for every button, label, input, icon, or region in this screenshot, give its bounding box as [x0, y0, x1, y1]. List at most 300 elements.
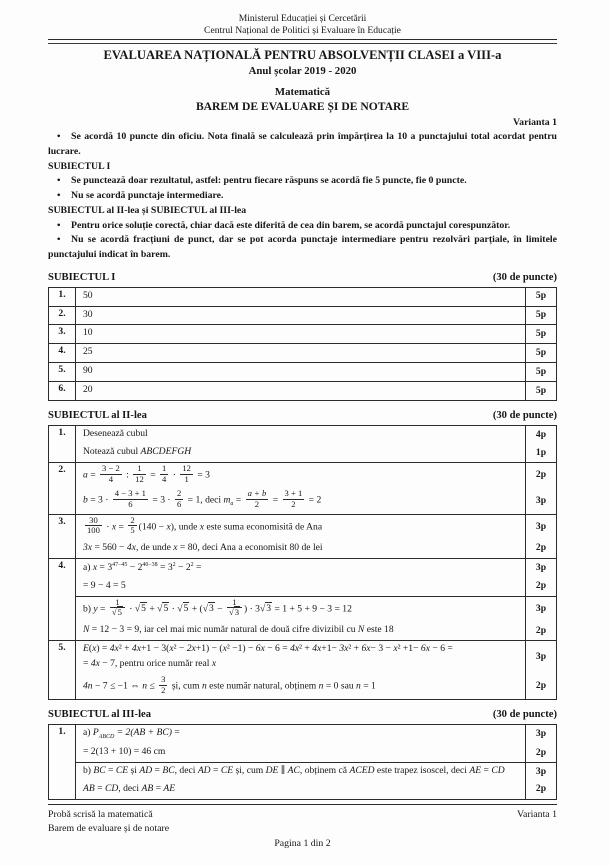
instruction-bullet: [48, 233, 557, 262]
answer-lines: [76, 325, 525, 343]
item-part: [76, 762, 556, 799]
item-parts: [76, 463, 556, 514]
instruction-bullet: [48, 219, 557, 234]
bullet-icon: •: [57, 219, 61, 231]
item-parts: [76, 325, 556, 343]
item-number: 2.: [49, 307, 76, 325]
points-cell: 2p: [525, 674, 556, 699]
fraction: [159, 675, 167, 695]
scoring-unit: [76, 344, 556, 362]
fraction-numerator: 2: [176, 488, 182, 499]
superscript: 2: [190, 561, 194, 568]
item-part: [76, 559, 556, 596]
instruction-bullet: [48, 189, 557, 204]
fraction-numerator: 3 − 2: [102, 463, 120, 474]
footer-exam-name: Probă scrisă la matematică: [48, 809, 153, 821]
answer-line: 3x = 560 − 4x, de unde x = 80, deci Ana a economisit 80 de lei: [83, 541, 323, 553]
answer-line: 90: [83, 365, 93, 377]
math-run: n: [142, 680, 148, 692]
math-run: x: [173, 541, 178, 553]
bullet-icon: •: [57, 175, 61, 187]
barem-table: [48, 425, 557, 700]
radical: [112, 606, 123, 617]
fraction-denominator: 12: [135, 473, 144, 484]
math-run: x: [92, 561, 98, 573]
answer-line: 50: [83, 289, 93, 301]
math-run: x: [222, 643, 227, 655]
fraction: [227, 598, 242, 618]
item-part: [76, 596, 556, 640]
item-parts: [76, 641, 556, 699]
math-run: 4x: [131, 643, 141, 655]
math-run: n: [318, 680, 324, 692]
scoring-unit: [76, 674, 556, 699]
item-number: 6.: [49, 382, 76, 400]
points-cell: 4p: [525, 426, 556, 444]
answer-lines: [76, 288, 525, 306]
bullet-icon: •: [57, 131, 61, 143]
bullet-icon: •: [57, 190, 61, 202]
points-cell: 3p: [525, 641, 556, 674]
points-cell: 5p: [525, 344, 556, 362]
footer-divider: [48, 804, 557, 805]
table-item: [49, 324, 556, 343]
fraction-numerator: 12: [182, 463, 191, 474]
radical-content: 3: [208, 603, 214, 615]
instruction-text: Nu se acordă punctaje intermediare.: [71, 190, 224, 202]
answer-lines: [76, 674, 525, 699]
fraction-numerator: 3 + 1: [284, 488, 303, 499]
table-item: [49, 558, 556, 640]
math-run: 4x: [109, 643, 119, 655]
math-run: n: [201, 680, 207, 692]
superscript: 40−38: [142, 561, 158, 568]
fraction-numerator: 1: [162, 463, 167, 474]
scoring-unit: [76, 540, 556, 558]
points-cell: 5p: [525, 288, 556, 306]
instruction-heading: SUBIECTUL I: [48, 160, 111, 172]
scoring-unit: [76, 641, 556, 674]
item-number: 5.: [49, 363, 76, 381]
fraction-denominator: 2: [254, 498, 260, 509]
item-parts: [76, 344, 556, 362]
instruction-bullet: [48, 130, 557, 159]
section-2: [48, 410, 557, 700]
item-parts: [76, 363, 556, 381]
math-run: AD: [139, 765, 153, 777]
math-run: DE: [265, 765, 279, 777]
fraction-numerator: 3: [161, 673, 166, 684]
math-run: x: [199, 520, 205, 532]
section-heading: SUBIECTUL al II-lea: [48, 410, 147, 422]
math-run: 3x: [339, 643, 349, 655]
scoring-unit: [76, 488, 556, 513]
item-number: 4.: [49, 344, 76, 362]
item-part: [76, 515, 556, 558]
radical-content: 5: [117, 607, 122, 618]
radical-sign: √: [228, 607, 234, 618]
points-cell: 3p: [525, 597, 556, 622]
item-number: 1.: [49, 426, 76, 462]
answer-line: Notează cubul ABCDEFGH: [83, 446, 192, 458]
answer-lines: [76, 382, 525, 400]
math-run: BC: [162, 765, 175, 777]
answer-lines: [76, 763, 525, 781]
radical-content: 3: [266, 603, 272, 615]
page-header: [48, 13, 557, 128]
fraction-denominator: [227, 608, 242, 618]
document-type: BAREM DE EVALUARE ȘI DE NOTARE: [195, 99, 410, 113]
answer-lines: [76, 344, 525, 362]
section-3: [48, 709, 557, 800]
ministry-line-2: Centrul Național de Politici și Evaluare în Educație: [204, 24, 401, 36]
fraction: [133, 464, 146, 484]
section-points: (30 de puncte): [492, 709, 557, 721]
points-cell: 2p: [525, 781, 556, 799]
scoring-unit: [76, 622, 556, 640]
math-run: ABCDEFGH: [140, 446, 192, 458]
scoring-unit: [76, 578, 556, 596]
answer-lines: [76, 781, 525, 799]
footer-page-number: Pagina 1 din 2: [274, 837, 331, 849]
answer-line: = 2(13 + 10) = 46 cm: [83, 746, 166, 758]
scoring-unit: [76, 288, 556, 306]
answer-line: b = 3 · $\frac{4 - 3 + 1}{6}$ = 3 · $\frac{2}{6}$ = 1, deci $m_a$ = $\frac{a + b}{2}$ = $\frac{3 + 1}{2}$ = 2: [83, 488, 322, 509]
radical: [177, 602, 189, 614]
table-item: [49, 306, 556, 325]
fraction-numerator: 1: [110, 598, 125, 609]
points-cell: 3p: [525, 488, 556, 513]
fraction-denominator: 6: [176, 498, 182, 509]
points-cell: 3p: [525, 515, 556, 540]
points-cell: 3p: [525, 725, 556, 744]
answer-line: E(x) = 4x² + 4x+1 − 3(x² − 2x+1) − (x² −1) − 6x − 6 = 4x² + 4x+1− 3x² + 6x− 3 − x² +1− 6x − 6 =: [83, 643, 453, 655]
radical-sign: √: [177, 603, 183, 615]
item-parts: [76, 382, 556, 400]
table-item: [49, 426, 556, 462]
scoring-unit: [76, 725, 556, 744]
section-header: [48, 272, 557, 283]
math-run: 6x: [361, 643, 371, 655]
item-number: 3.: [49, 515, 76, 558]
table-item: [49, 381, 556, 400]
math-run: 4x: [126, 541, 136, 553]
math-run: y: [93, 603, 98, 615]
radical-content: 5: [163, 603, 169, 615]
answer-lines: [76, 488, 525, 513]
math-run: AD: [197, 765, 211, 777]
math-run: x: [211, 657, 217, 669]
math-run: CD: [104, 782, 119, 794]
footer-variant: Varianta 1: [517, 809, 557, 821]
answer-line: = 4x − 7, pentru orice număr real x: [83, 657, 217, 669]
item-number: 1.: [49, 288, 76, 306]
item-part: [76, 382, 556, 400]
answer-lines: [76, 515, 525, 540]
scoring-unit: [76, 559, 556, 578]
instructions-list: [48, 130, 557, 262]
subscript: a: [230, 501, 234, 508]
scoring-unit: [76, 307, 556, 325]
math-run: BC: [93, 765, 106, 777]
scoring-unit: [76, 763, 556, 781]
answer-line: 30: [83, 308, 93, 320]
math-run: P: [92, 727, 99, 739]
answer-line: a) $P_{ABCD} = 2(AB + BC)$ =: [83, 727, 180, 741]
fraction: [175, 489, 183, 509]
item-parts: [76, 426, 556, 462]
answer-line: a) $x = 3^{47-45} - 2^{40-38} = 3^2 - 2^2$ =: [83, 561, 202, 573]
math-run: a: [83, 469, 88, 481]
fraction-denominator: 4: [108, 473, 114, 484]
table-item: [49, 514, 556, 558]
subject-title: Matematică: [274, 85, 331, 98]
math-run: a + b: [247, 488, 267, 499]
ministry-line-1: Ministerul Educației și Cercetării: [238, 13, 367, 24]
item-number: 5.: [49, 641, 76, 699]
fraction-denominator: 2: [161, 684, 166, 695]
fraction-denominator: 100: [87, 525, 100, 536]
fraction-numerator: 4 − 3 + 1: [114, 488, 146, 499]
instruction-text: Pentru orice soluție corectă, chiar dacă este diferită de cea din barem, se acordă punctajul corespunzător.: [71, 219, 511, 231]
item-parts: [76, 515, 556, 558]
answer-line: b) y = $\frac{1}{√5}$ · √5 + √5 · √5 + (√3 − $\frac{1}{√3}$ ) · 3√3 = 1 + 5 + 9 − 3 = 12: [83, 596, 352, 618]
section-points: (30 de puncte): [492, 410, 557, 422]
radical-sign: √: [111, 607, 117, 618]
math-run: AE: [163, 782, 176, 794]
answer-line: $\frac{30}{100}$ · x = $\frac{2}{5}$ (140 − x), unde x este suma economisită de Ana: [87, 514, 323, 536]
answer-line: 20: [83, 384, 93, 396]
item-part: [76, 344, 556, 362]
scoring-unit: [76, 382, 556, 400]
item-part: [76, 288, 556, 306]
math-run: b: [83, 494, 88, 506]
math-run: 4x: [90, 657, 100, 669]
table-item: [49, 462, 556, 514]
table-item: [49, 362, 556, 381]
radical-content: 5: [141, 603, 146, 615]
table-item: [49, 725, 556, 799]
answer-lines: [76, 578, 525, 596]
fraction-numerator: 2: [130, 514, 135, 525]
fraction: [85, 516, 102, 536]
scoring-unit: [76, 744, 556, 762]
footer-doc-name: Barem de evaluare și de notare: [48, 822, 170, 834]
answer-lines: [76, 463, 525, 488]
section-header: [48, 410, 557, 421]
fraction-denominator: [110, 608, 125, 618]
answer-line: AB = CD, deci AB = AE: [83, 782, 176, 794]
item-number: 4.: [49, 559, 76, 640]
radical: [229, 606, 240, 617]
math-run: AB: [141, 782, 154, 794]
radical-sign: √: [134, 603, 141, 615]
superscript: 2: [172, 561, 176, 568]
fraction: [283, 489, 305, 509]
fraction: [113, 489, 148, 509]
points-cell: 2p: [525, 744, 556, 762]
item-number: 3.: [49, 325, 76, 343]
instruction-text: Se punctează doar rezultatul, astfel: pentru fiecare răspuns se acordă fie 5 puncte, fie 0 puncte.: [71, 175, 467, 187]
math-run: x: [169, 643, 174, 655]
math-run: 6x: [420, 643, 430, 655]
item-parts: [76, 288, 556, 306]
fraction: [246, 489, 269, 509]
math-run: x: [92, 643, 97, 655]
item-part: [76, 426, 556, 462]
math-run: m: [223, 494, 231, 506]
bullet-icon: •: [57, 234, 61, 246]
answer-line: Desenează cubul: [83, 428, 148, 440]
radical: [260, 602, 272, 614]
answer-line: b) BC = CE și AD = BC, deci AD = CE și, cum DE ∥ AC, obținem că ACED este trapez isoscel, deci AE = CD: [83, 765, 505, 777]
answer-lines: [76, 597, 525, 622]
fraction: [160, 464, 168, 484]
points-cell: 2p: [525, 540, 556, 558]
math-run: 4x: [312, 643, 322, 655]
fraction-denominator: 6: [128, 498, 133, 509]
fraction-denominator: 5: [130, 525, 135, 536]
radical: [203, 602, 215, 614]
scoring-unit: [76, 515, 556, 540]
radical: [157, 602, 169, 614]
section-points: (30 de puncte): [492, 271, 557, 283]
radical: [135, 602, 147, 614]
section-1: [48, 272, 557, 402]
section-header: [48, 709, 557, 720]
item-parts: [76, 725, 556, 799]
superscript: 47−45: [112, 561, 128, 568]
fraction-numerator: 1: [133, 464, 146, 475]
math-run: n: [356, 680, 361, 692]
points-cell: 5p: [525, 382, 556, 400]
sections-container: [48, 263, 557, 800]
math-run: 6x: [255, 643, 265, 655]
item-part: [76, 725, 556, 762]
points-cell: 3p: [525, 559, 556, 578]
answer-line: N = 12 − 3 = 9, iar cel mai mic număr natural de două cifre divizibil cu N este 18: [83, 624, 394, 636]
section-heading: SUBIECTUL al III-lea: [48, 709, 152, 721]
page-footer: [48, 804, 557, 850]
instruction-text: Se acordă 10 puncte din oficiu. Nota finală se calculează prin împărțirea la 10 a punctajului total acordat pentru lucrare.: [48, 131, 557, 158]
fraction: [128, 516, 136, 536]
math-run: N: [83, 624, 90, 636]
radical-sign: √: [157, 603, 163, 615]
math-run: ACED: [349, 765, 375, 777]
math-run: x: [393, 643, 398, 655]
points-cell: 2p: [525, 463, 556, 488]
scoring-unit: [76, 463, 556, 488]
variant-label: Varianta 1: [513, 117, 557, 129]
answer-lines: [76, 540, 525, 558]
math-run: CD: [491, 765, 505, 777]
answer-lines: [76, 426, 525, 444]
math-run: x: [111, 520, 117, 532]
points-cell: 2p: [525, 578, 556, 596]
math-run: x: [166, 520, 171, 532]
fraction-numerator: 1: [227, 598, 242, 609]
math-run: AC: [287, 765, 300, 777]
points-cell: 5p: [525, 363, 556, 381]
radical-sign: √: [202, 603, 208, 615]
math-run: AE: [469, 765, 482, 777]
math-run: CE: [220, 765, 234, 777]
answer-line: 25: [83, 346, 93, 358]
math-run: 4n: [83, 680, 93, 692]
radical-content: 3: [234, 607, 239, 618]
answer-lines: [76, 444, 525, 462]
math-run: 3x: [83, 541, 93, 553]
fraction: [100, 464, 122, 484]
school-year: Anul școlar 2019 - 2020: [248, 64, 357, 77]
points-cell: 5p: [525, 307, 556, 325]
subscript: ABCD: [98, 734, 115, 741]
section-heading: SUBIECTUL I: [48, 271, 116, 283]
item-part: [76, 463, 556, 514]
points-cell: 2p: [525, 622, 556, 640]
answer-line: = 9 − 4 = 5: [83, 579, 126, 591]
answer-line: a = $\frac{3 - 2}{4}$ : $\frac{1}{12}$ = $\frac{1}{4}$ · $\frac{12}{1}$ = 3: [83, 463, 210, 484]
item-parts: [76, 307, 556, 325]
scoring-unit: [76, 363, 556, 381]
fraction-denominator: 4: [162, 473, 167, 484]
fraction-numerator: 30: [85, 516, 102, 527]
scoring-unit: [76, 781, 556, 799]
answer-line: 4n − 7 ≤ −1 ⇔ n ≤ $\frac{3}{2}$ și, cum n este număr natural, obținem n = 0 sau n = 1: [83, 673, 376, 695]
item-part: [76, 641, 556, 699]
barem-table: [48, 287, 557, 402]
item-part: [76, 325, 556, 343]
answer-lines: [76, 307, 525, 325]
exam-title: EVALUAREA NAȚIONALĂ PENTRU ABSOLVENȚII CLASEI a VIII-a: [103, 47, 502, 62]
fraction-denominator: 1: [184, 473, 189, 484]
points-cell: 1p: [525, 444, 556, 462]
answer-lines: [76, 622, 525, 640]
radical-content: 5: [183, 603, 189, 615]
instruction-text: Nu se acordă fracțiuni de punct, dar se pot acorda punctaje intermediare pentru rezolvări parțiale, în limitele punctajului indicat în barem.: [48, 234, 557, 260]
scoring-unit: [76, 597, 556, 622]
points-cell: 5p: [525, 325, 556, 343]
item-number: 2.: [49, 463, 76, 514]
answer-lines: [76, 363, 525, 381]
item-part: [76, 307, 556, 325]
math-run: = 2(AB + BC): [114, 727, 172, 739]
answer-lines: [76, 744, 525, 762]
math-run: 2x: [186, 643, 196, 655]
fraction: [110, 598, 125, 618]
table-item: [49, 288, 556, 306]
instruction-heading: SUBIECTUL al II-lea și SUBIECTUL al III-lea: [48, 204, 247, 216]
scoring-unit: [76, 426, 556, 444]
table-item: [49, 343, 556, 362]
math-run: AB: [83, 782, 95, 794]
scoring-unit: [76, 444, 556, 462]
item-part: [76, 363, 556, 381]
math-run: E: [83, 643, 89, 655]
table-item: [49, 640, 556, 699]
math-run: 4x: [290, 643, 300, 655]
item-parts: [76, 559, 556, 640]
math-run: CE: [115, 765, 129, 777]
points-cell: 3p: [525, 763, 556, 781]
answer-lines: [76, 725, 525, 744]
answer-line: 10: [83, 327, 93, 339]
fraction-denominator: 2: [291, 498, 296, 509]
scoring-unit: [76, 325, 556, 343]
radical-sign: √: [259, 603, 266, 615]
instruction-bullet: [48, 174, 557, 189]
math-run: N: [357, 624, 365, 636]
